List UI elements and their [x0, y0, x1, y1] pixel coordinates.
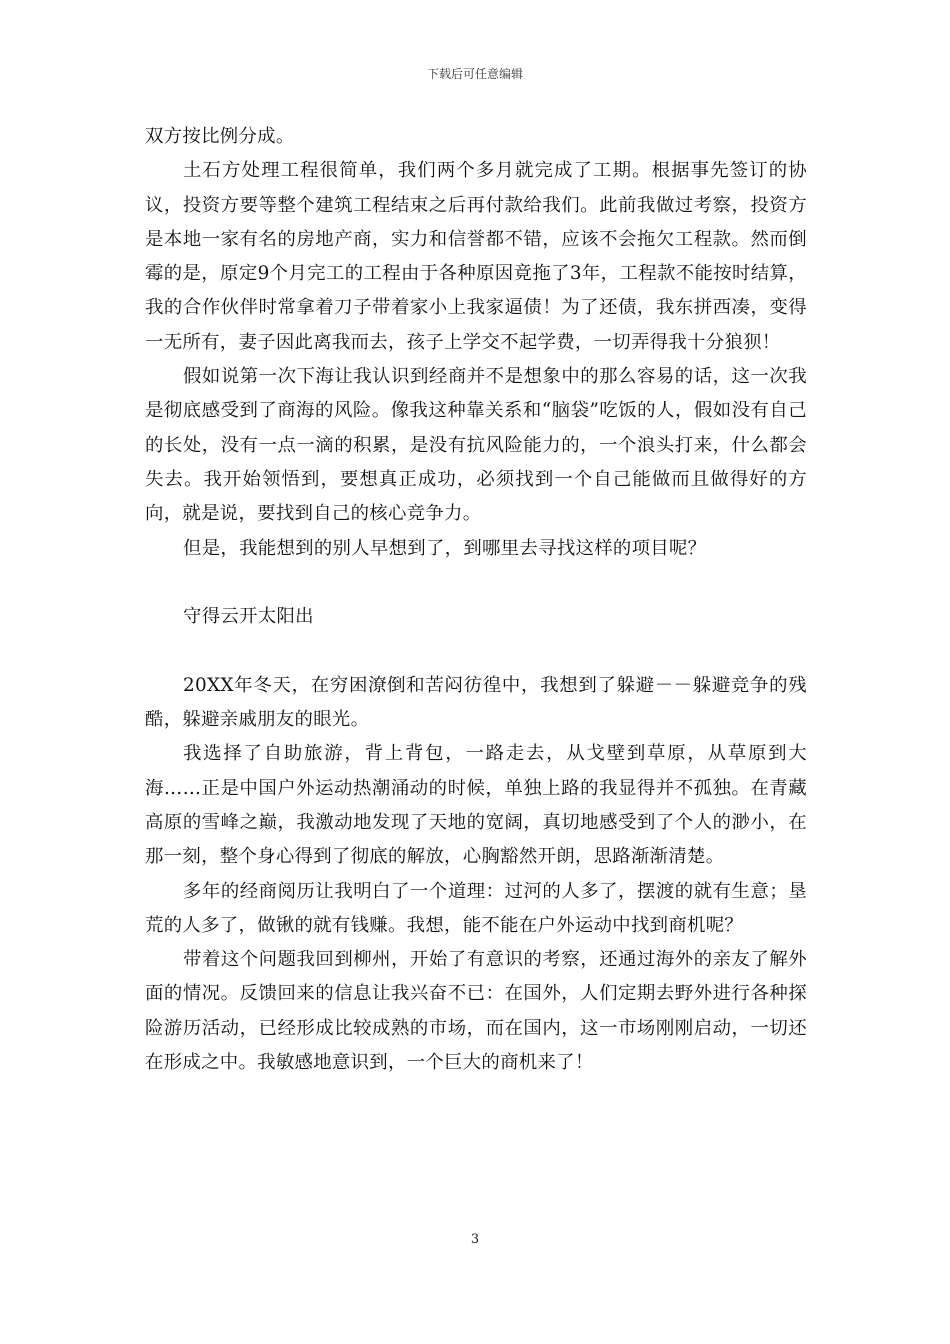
paragraph-question: 但是，我能想到的别人早想到了，到哪里去寻找这样的项目呢？: [183, 537, 707, 559]
spacer: [145, 566, 807, 600]
paragraph-construction-debt: 土石方处理工程很简单，我们两个多月就完成了工期。根据事先签订的协议，投资方要等整个建筑工程结束之后再付款给我们。此前我做过考察，投资方是本地一家有名的房地产商，实力和信誉都不错，应该不会拖欠工程款。然而倒霉的是，原定9个月完工的工程由于各种原因竟拖了3年，工程款不能按时结算，我的合作伙伴时常拿着刀子带着家小上我家逼债！为了还债，我东拼西凑，变得一无所有，妻子因此离我而去，孩子上学交不起学费，一切弄得我十分狼狈！: [145, 160, 807, 353]
page-number: 3: [470, 1232, 480, 1247]
paragraph-insight: 多年的经商阅历让我明白了一个道理：过河的人多了，摆渡的就有生意；垦荒的人多了，做锹的就有钱赚。我想，能不能在户外运动中找到商机呢？: [145, 880, 807, 936]
paragraph-continuation: 双方按比例分成。: [145, 126, 295, 147]
paragraph-winter: 20XX年冬天，在穷困潦倒和苦闷彷徨中，我想到了躲避－－躲避竞争的残酷，躲避亲戚朋友的眼光。: [145, 674, 807, 731]
paragraph-travel: 我选择了自助旅游，背上背包，一路走去，从戈壁到草原，从草原到大海……正是中国户外运动热潮涌动的时候，单独上路的我显得并不孤独。在青藏高原的雪峰之巅，我激动地发现了天地的宽阔，真切地感受到了个人的渺小，在那一刻，整个身心得到了彻底的解放，心胸豁然开朗，思路渐渐清楚。: [145, 743, 807, 868]
paragraph-business-risk: 假如说第一次下海让我认识到经商并不是想象中的那么容易的话，这一次我是彻底感受到了商海的风险。像我这种靠关系和“脑袋”吃饭的人，假如没有自己的长处，没有一点一滴的积累，是没有抗风险能力的，一个浪头打来，什么都会失去。我开始领悟到，要想真正成功，必须找到一个自己能做而且做得好的方向，就是说，要找到自己的核心竞争力。: [145, 366, 807, 525]
spacer: [145, 634, 807, 668]
document-body: [145, 120, 807, 1080]
page-header: 下载后可任意编辑: [426, 67, 523, 81]
paragraph-opportunity: 带着这个问题我回到柳州，开始了有意识的考察，还通过海外的亲友了解外面的情况。反馈回来的信息让我兴奋不已：在国外，人们定期去野外进行各种探险游历活动，已经形成比较成熟的市场，而在国内，这一市场刚刚启动，一切还在形成之中。我敏感地意识到，一个巨大的商机来了！: [145, 949, 807, 1074]
section-heading: 守得云开太阳出: [183, 606, 314, 628]
